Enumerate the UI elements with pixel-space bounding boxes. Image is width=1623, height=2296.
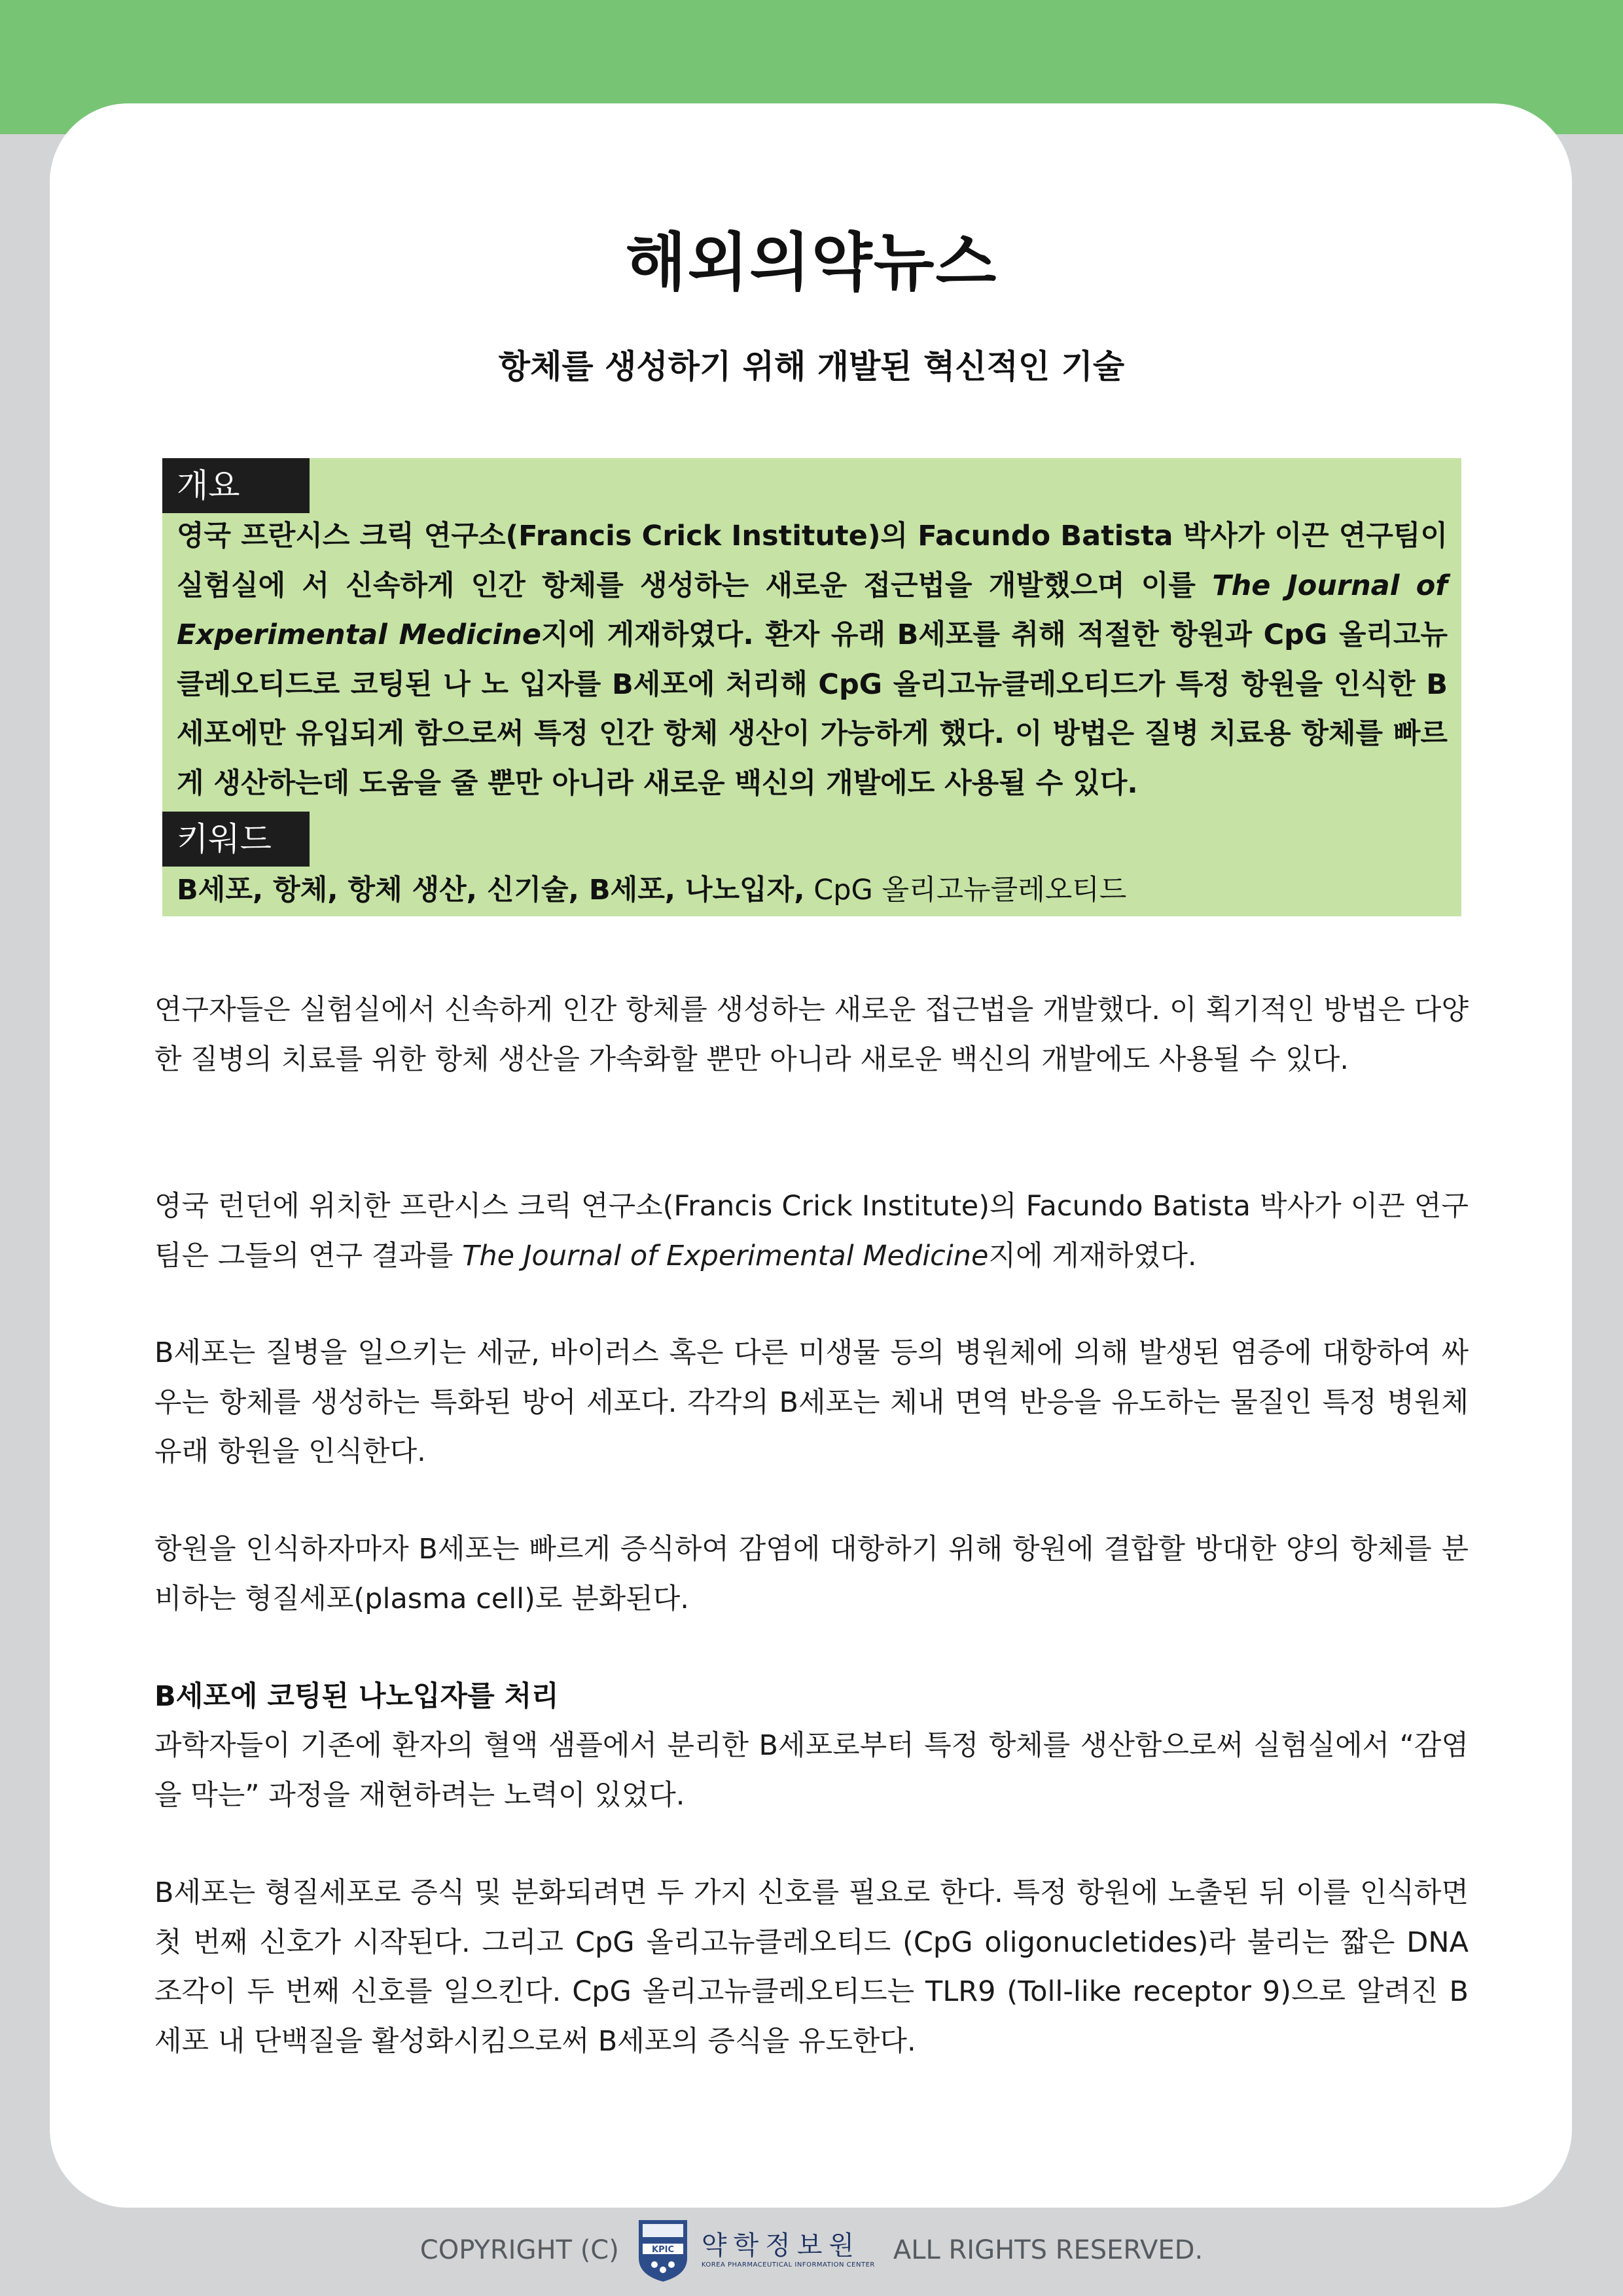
body-paragraph [154, 1182, 1469, 1281]
overview-line: 특정 인간 항체 생산이 가능하게 했다. 이 방법은 질병 치료용 항체를 빠르게 생산하는데 도움을 줄 뿐만 [177, 717, 1448, 800]
paragraph-text: 영국 런던에 위치한 프란시스 크릭 연구소(Francis Crick Institute)의 Facundo Batista 박사가 이끈 연구팀은 그들의 연구 결과를 [154, 1190, 1469, 1272]
overview-line: 영국 프란시스 크릭 연구소(Francis Crick Institute)의 Facundo Batista 박사가 이끈 연구팀이 실험실에 [177, 520, 1448, 602]
overview-line: 아니라 새로운 백신의 개발에도 사용될 수 있다. [552, 766, 1138, 800]
article-headline: 항체를 생성하기 위해 개발된 혁신적인 기술 [498, 348, 1125, 386]
body-paragraph: 과학자들이 기존에 환자의 혈액 샘플에서 분리한 B세포로부터 특정 항체를 생산함으로써 실험실에서 “감염을 막는” 과정을 재현하려는 노력이 있었다. [154, 1729, 1469, 1812]
logo-letters: KPIC [651, 2245, 674, 2255]
overview-label: 개요 [162, 458, 310, 513]
keywords-rest: CpG 올리고뉴클레오티드 [804, 874, 1127, 906]
org-name-en: KOREA PHARMACEUTICAL INFORMATION CENTER [701, 2261, 875, 2269]
overview-line: 서 신속하게 인간 항체를 생성하는 새로운 접근법을 개발했으며 이를 [302, 569, 1196, 602]
overview-line: 지에 게재하였다. 환자 유래 B세포를 취해 적절한 항원과 CpG 올리고뉴클레오티드로 코팅된 나 [177, 619, 1448, 701]
page-title: 해외의약뉴스 [625, 226, 998, 299]
journal-name: The Journal of Experimental Medicine [462, 1239, 989, 1272]
body-paragraph: B세포는 질병을 일으키는 세균, 바이러스 혹은 다른 미생물 등의 병원체에 의해 발생된 염증에 대항하여 싸우는 항체를 생성하는 특화된 방어 세포다. 각각의 B세포는 체내 면역 반응을 유도하는 물질인 특정 병원체 유래 항원을 인식한다. [154, 1336, 1469, 1469]
copyright-text: COPYRIGHT (C) [419, 2235, 619, 2265]
keywords-label: 키워드 [162, 812, 310, 867]
paragraph-text: 지에 게재하였다. [988, 1239, 1197, 1272]
keywords-bold: B세포, 항체, 항체 생산, 신기술, B세포, 나노입자, [177, 874, 805, 906]
kpic-shield-icon [636, 2217, 690, 2283]
overview-line: 노 입자를 B세포에 처리해 CpG 올리고뉴클레오티드가 특정 항원을 인식한 B세포에만 유입되게 함으로써 [177, 668, 1448, 751]
footer [0, 2211, 1623, 2289]
body-paragraph: 연구자들은 실험실에서 신속하게 인간 항체를 생성하는 새로운 접근법을 개발했다. 이 획기적인 방법은 다양한 질병의 치료를 위한 항체 생산을 가속화할 뿐만 아니라 새로운 백신의 개발에도 사용될 수 있다. [154, 994, 1469, 1076]
rights-text: ALL RIGHTS RESERVED. [893, 2235, 1204, 2265]
overview-text [177, 512, 1448, 809]
journal-name: The Journal of Experimental [177, 569, 1448, 652]
kpic-logo [636, 2217, 875, 2283]
journal-name: Medicine [399, 619, 541, 652]
summary-box [162, 458, 1461, 916]
keywords-list [177, 870, 1448, 910]
body-paragraph: 항원을 인식하자마자 B세포는 빠르게 증식하여 감염에 대항하기 위해 항원에 결합할 방대한 양의 항체를 분비하는 형질세포(plasma cell)로 분화된다. [154, 1533, 1469, 1615]
org-name: 약학정보원 [701, 2231, 861, 2261]
section-heading: B세포에 코팅된 나노입자를 처리 [154, 1680, 559, 1713]
body-paragraph: B세포는 형질세포로 증식 및 분화되려면 두 가지 신호를 필요로 한다. 특정 항원에 노출된 뒤 이를 인식하면 첫 번째 신호가 시작된다. 그리고 CpG 올리고뉴클레오티드 (CpG oligonucletides)라 불리는 짧은 DNA 조각이 두 번째 신호를 일으킨다. CpG 올리고뉴클레오티드는 TLR9 (Toll-like receptor 9)으로 알려진 B세포 내 단백질을 활성화시킴으로써 B세포의 증식을 유도한다. [154, 1876, 1469, 2058]
